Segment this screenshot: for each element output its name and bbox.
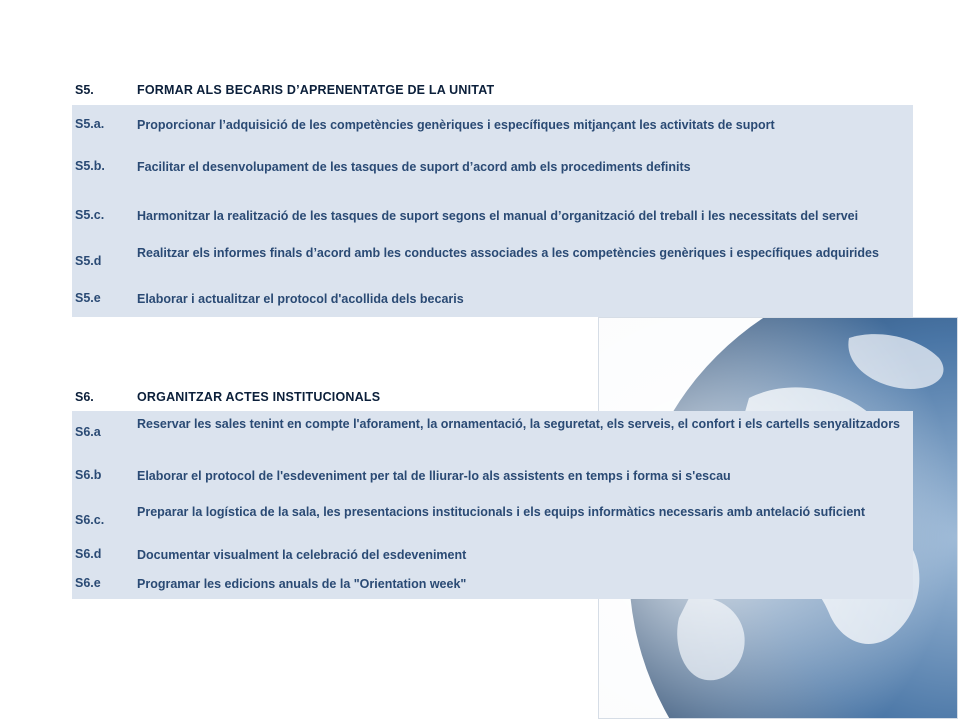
item-code: S5.b.	[75, 159, 105, 173]
section-items-s6	[72, 411, 913, 599]
item-code: S5.e	[75, 291, 101, 305]
item-code: S5.c.	[75, 208, 105, 222]
section-items-s5	[72, 105, 913, 317]
item-code: S6.d	[75, 547, 102, 561]
item-text: Documentar visualment la celebració del esdeveniment	[137, 548, 467, 562]
item-text: Realitzar els informes finals d’acord amb les conductes associades a les competències genèriques i específiques adquirides	[137, 246, 879, 260]
item-text: Elaborar el protocol de l'esdeveniment per tal de lliurar-lo als assistents en temps i forma si s'escau	[137, 469, 731, 483]
item-text: Programar les edicions anuals de la "Orientation week"	[137, 577, 467, 591]
section-header-s6	[72, 387, 913, 407]
section-code: S5.	[75, 83, 94, 97]
section-title: FORMAR ALS BECARIS D’APRENENTATGE DE LA UNITAT	[137, 83, 495, 97]
item-code: S5.d	[75, 254, 102, 268]
item-code: S6.c.	[75, 513, 105, 527]
item-text: Reservar les sales tenint en compte l'aforament, la ornamentació, la seguretat, els serveis, el confort i els cartells senyalitzadors	[137, 417, 901, 431]
section-header-s5	[72, 80, 913, 100]
item-code: S6.a	[75, 425, 101, 439]
item-text: Preparar la logística de la sala, les presentacions institucionals i els equips informàtics necessaris amb antelació suficient	[137, 505, 866, 519]
section-title: ORGANITZAR ACTES INSTITUCIONALS	[137, 390, 381, 404]
section-code: S6.	[75, 390, 94, 404]
item-text: Elaborar i actualitzar el protocol d'acollida dels becaris	[137, 292, 464, 306]
item-text: Harmonitzar la realització de les tasques de suport segons el manual d’organització del treball i les necessitats del servei	[137, 209, 859, 223]
item-text: Proporcionar l’adquisició de les competències genèriques i específiques mitjançant les activitats de suport	[137, 118, 775, 132]
item-text: Facilitar el desenvolupament de les tasques de suport d’acord amb els procediments definits	[137, 160, 691, 174]
item-code: S6.b	[75, 468, 102, 482]
item-code: S6.e	[75, 576, 101, 590]
item-code: S5.a.	[75, 117, 105, 131]
